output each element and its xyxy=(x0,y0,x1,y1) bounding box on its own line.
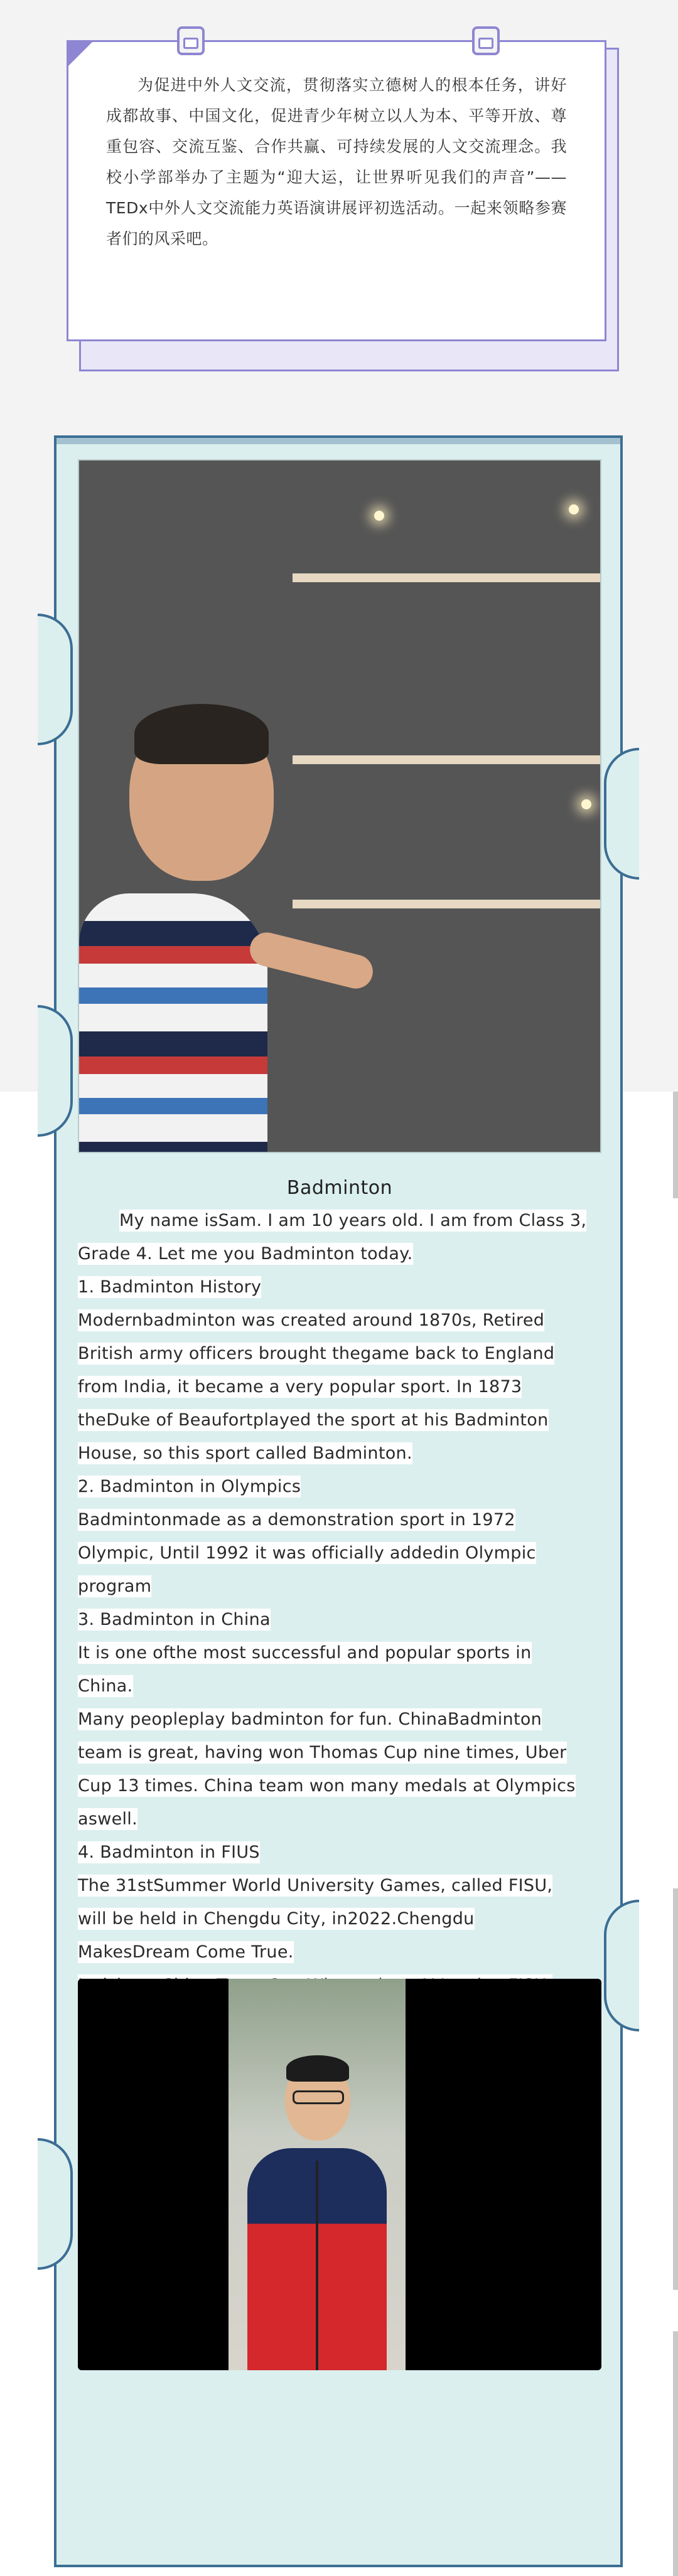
text-line: from India, it became a very popular sport. In 1873 xyxy=(78,1377,522,1397)
light-icon xyxy=(374,511,384,521)
speech-text xyxy=(78,1177,601,2068)
side-stripe xyxy=(673,1092,678,1198)
text-line: Olympic, Until 1992 it was officially addedin Olympic xyxy=(78,1543,536,1563)
text-line: Modernbadminton was created around 1870s, Retired xyxy=(78,1311,545,1330)
panel-top-bar xyxy=(56,438,620,444)
light-icon xyxy=(569,504,579,514)
text-line: MakesDream Come True. xyxy=(78,1942,294,1962)
text-line: aswell. xyxy=(78,1809,137,1829)
corner-fold-icon xyxy=(67,40,94,68)
text-line: House, so this sport called Badminton. xyxy=(78,1444,412,1463)
student-photo xyxy=(78,459,601,1153)
glasses-icon xyxy=(293,2090,344,2104)
section-heading: 4. Badminton in FIUS xyxy=(78,1843,260,1862)
text-line: Cup 13 times. China team won many medals at Olympics xyxy=(78,1776,576,1796)
speech-video[interactable] xyxy=(78,1979,601,2370)
article-title: Badminton xyxy=(286,1177,393,1199)
boy-hair xyxy=(134,704,269,764)
intro-paragraph: 为促进中外人文交流，贯彻落实立德树人的根本任务，讲好成都故事、中国文化，促进青少年树立以人为本、平等开放、尊重包容、交流互鉴、合作共赢、可持续发展的人文交流理念。我校小学部举办了主题为“迎大运，让世界听见我们的声音”——TEDx中外人文交流能力英语演讲展评初选活动。一起来领略参赛者们的风采吧。 xyxy=(106,76,567,248)
text-line: The 31stSummer World University Games, called FISU, xyxy=(78,1876,553,1895)
section-heading: 2. Badminton in Olympics xyxy=(78,1477,301,1496)
text-line: My name isSam. I am 10 years old. I am from Class 3, xyxy=(119,1211,587,1230)
article-panel xyxy=(54,435,623,2567)
display-shelf xyxy=(293,573,600,582)
text-line: team is great, having won Thomas Cup nine times, Uber xyxy=(78,1743,567,1762)
side-stripe xyxy=(673,2331,678,2576)
panel-edge-bump xyxy=(38,614,73,745)
text-line: program xyxy=(78,1577,152,1596)
jacket-zipper xyxy=(316,2161,318,2370)
intro-card-body xyxy=(67,40,606,341)
boy-shirt xyxy=(79,893,267,1153)
section-heading: 1. Badminton History xyxy=(78,1277,262,1297)
text-line: Many peopleplay badminton for fun. ChinaBadminton xyxy=(78,1710,542,1729)
text-line: Badmintonmade as a demonstration sport in 1972 xyxy=(78,1510,515,1530)
text-line: China. xyxy=(78,1676,133,1696)
section-heading: 3. Badminton in China xyxy=(78,1610,271,1629)
text-line: Grade 4. Let me you Badminton today. xyxy=(78,1244,413,1264)
side-stripe xyxy=(673,1888,678,2290)
boy-hair xyxy=(286,2055,349,2082)
text-line: British army officers brought thegame back to England xyxy=(78,1344,555,1363)
text-line: It is one ofthe most successful and popular sports in xyxy=(78,1643,532,1663)
intro-text xyxy=(106,70,567,254)
display-shelf xyxy=(293,900,600,908)
intro-card xyxy=(67,35,619,371)
panel-edge-bump xyxy=(604,748,639,880)
panel-edge-bump xyxy=(38,1005,73,1137)
binder-clip-icon xyxy=(177,26,205,55)
panel-edge-bump xyxy=(38,2138,73,2270)
text-line: theDuke of Beaufortplayed the sport at his Badminton xyxy=(78,1410,549,1430)
light-icon xyxy=(581,799,591,809)
panel-edge-bump xyxy=(604,1900,639,2031)
text-line: will be held in Chengdu City, in2022.Chengdu xyxy=(78,1909,475,1929)
video-frame xyxy=(229,1979,406,2370)
display-shelf xyxy=(293,755,600,764)
binder-clip-icon xyxy=(472,26,500,55)
